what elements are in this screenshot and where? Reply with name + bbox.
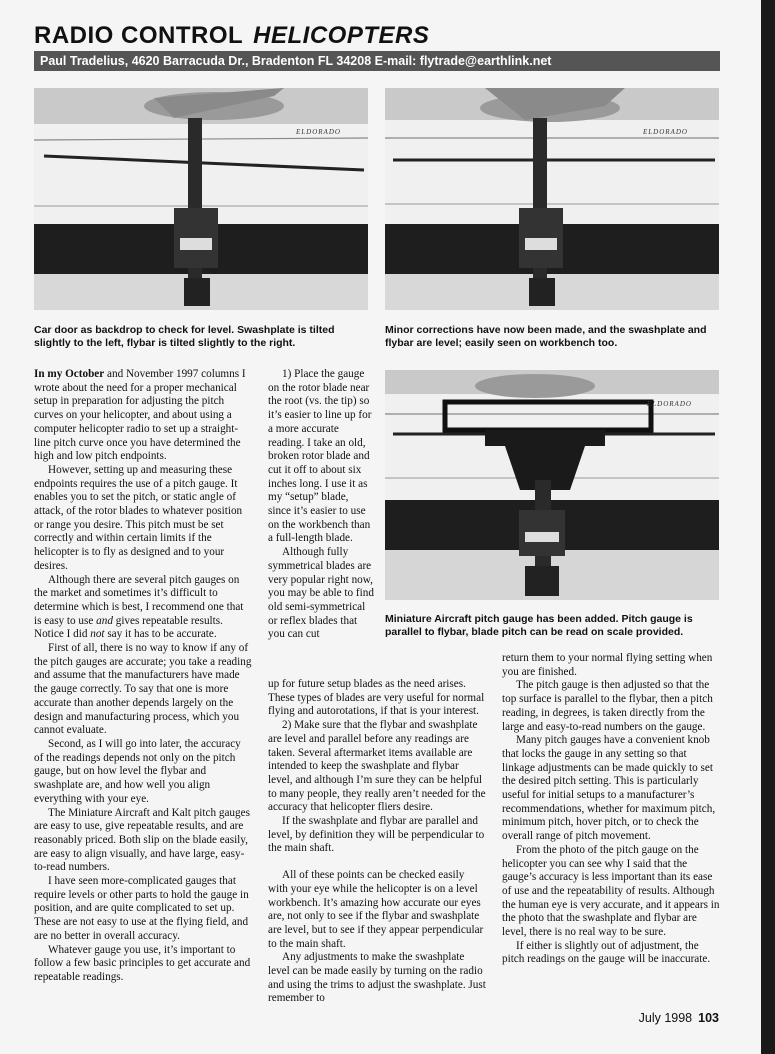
- lead-in: In my October: [34, 368, 105, 380]
- caption-photo-1: Car door as backdrop to check for level. Swashplate is tilted slightly to the left, flybar is tilted slightly to the right.: [34, 324, 335, 349]
- paragraph: Any adjustments to make the swashplate level can be made easily by turning on the radio and using the trims to adjust the swashplate. Just remember to: [268, 951, 486, 1005]
- article-column-1: [34, 368, 252, 1008]
- issue-date: July 1998: [638, 1011, 693, 1025]
- title-helicopters: HELICOPTERS: [253, 22, 430, 49]
- paragraph: From the photo of the pitch gauge on the helicopter you can see why I said that the gauge’s accuracy is less important than its ease of use and the repeatability of results. Although the human eye is very accurate, and it appears in the photo that the swashplate and flybar are level, there is no real way to be sure.: [502, 843, 720, 939]
- photo-car-door-tilted: [34, 88, 368, 310]
- paragraph: 1) Place the gauge on the rotor blade near the root (vs. the tip) so it’s easier to line up for a more accurate reading. I take an old, broken rotor blade and cut it off to about six inches long. I use it as my “setup” blade, since it’s easier to use on the workbench than a full-length blade.: [268, 368, 372, 545]
- paragraph: However, setting up and measuring these endpoints requires the use of a pitch gauge. It enables you to set the pitch, or static angle of attack, of the rotor blades to whatever position or range you desire. This pitch must be set correctly and within certain limits if the helicopter is to fly as designed and to your desires.: [34, 463, 243, 572]
- title-radio-control: RADIO CONTROL: [34, 22, 244, 49]
- photo-pitch-gauge: [385, 370, 719, 600]
- page-number: 103: [698, 1011, 719, 1025]
- paragraph: Although there are several pitch gauges on the market and sometimes it’s difficult to determine which is best, I recommend one that is easy to use and gives repeatable results. Notice I did not say it has to be accurate.: [34, 573, 244, 641]
- paragraph: The Miniature Aircraft and Kalt pitch gauges are easy to use, give repeatable results, and are reasonably priced. Both slip on the blade easily, are easy to align visually, and have large, easy-to-read numbers.: [34, 806, 250, 874]
- paragraph: In my October and November 1997 columns I wrote about the need for a proper mechanical setup in preparation for adjusting the pitch curves on your helicopter, and about using a computer helicopter radio to set up a straight-line pitch curve once you have determined the high and low pitch endpoints.: [34, 368, 246, 463]
- car-badge-label: ELDORADO: [643, 128, 688, 136]
- article-column-3: [502, 652, 720, 1006]
- paragraph: Whatever gauge you use, it’s important to follow a few basic principles to get accurate and repeatable readings.: [34, 943, 251, 983]
- column-title: [34, 22, 429, 50]
- paragraph-gap: [268, 856, 486, 869]
- paragraph: If the swashplate and flybar are parallel and level, by definition they will be perpendicular to the main shaft.: [268, 815, 485, 855]
- article-column-2-top: [268, 368, 374, 680]
- caption-photo-3: Miniature Aircraft pitch gauge has been added. Pitch gauge is parallel to flybar, blade pitch can be read on scale provided.: [385, 613, 693, 638]
- photo-car-door-level: [385, 88, 719, 310]
- paragraph: return them to your normal flying setting when you are finished.: [502, 652, 713, 678]
- caption-photo-2: Minor corrections have now been made, and the swashplate and flybar are level; easily seen on workbench too.: [385, 324, 707, 349]
- paragraph: First of all, there is no way to know if any of the pitch gauges are accurate; you take a reading and assume that the manufacturers have made the gauge correctly. To say that one is more accurate than another depends largely on the design and manufacturing process, which you cannot evaluate.: [34, 642, 252, 737]
- paragraph: The pitch gauge is then adjusted so that the top surface is parallel to the flybar, then a pitch reading, in degrees, is taken directly from the large and easy-to-read numbers on the gauge.: [502, 679, 713, 733]
- author-address-bar: Paul Tradelius, 4620 Barracuda Dr., Bradenton FL 34208 E-mail: flytrade@earthlink.net: [34, 51, 720, 71]
- page-footer: [639, 1011, 719, 1025]
- paragraph: Although fully symmetrical blades are very popular right now, you may be able to find old semi-symmetrical or reflex blades that you can cut: [268, 546, 374, 641]
- article-column-2: [268, 678, 486, 1008]
- car-badge-label: ELDORADO: [647, 400, 692, 408]
- car-badge-label: ELDORADO: [296, 128, 341, 136]
- paragraph: Many pitch gauges have a convenient knob that locks the gauge in any setting so that linkage adjustments can be made quickly to set the desired pitch setting. This is particularly useful for initial setups to a manufacturer’s recommendations, whether for maximum pitch, minimum pitch, hover pitch, or to check the overall range of pitch movement.: [502, 734, 716, 843]
- paragraph: If either is slightly out of adjustment, the pitch readings on the gauge will be inaccurate.: [502, 939, 711, 966]
- paragraph: up for future setup blades as the need arises. These types of blades are very useful for normal flying and autorotations, if that is your interest.: [268, 678, 485, 718]
- paragraph: I have seen more-complicated gauges that require levels or other parts to hold the gauge in position, and are quite complicated to set up. These are not easy to use at the flying field, and are no better in overall accuracy.: [34, 875, 249, 942]
- paragraph: 2) Make sure that the flybar and swashplate are level and parallel before any readings are taken. Several aftermarket items available are intended to keep the swashplate and flybar level, and although I’m sure they can be helpful to many people, they really aren’t needed for the accuracy that helicopter fliers desire.: [268, 719, 486, 814]
- page-edge: [761, 0, 775, 1054]
- paragraph: Second, as I will go into later, the accuracy of the readings depends not only on the pitch gauge, but on how level the flybar and swashplate are, and how well you align everything with your eye.: [34, 737, 241, 805]
- paragraph: All of these points can be checked easily with your eye while the helicopter is on a level workbench. It’s amazing how accurate our eyes are, not only to see if the flybar and swashplate are level, but to see if they appear perpendicular to the main shaft.: [268, 869, 484, 950]
